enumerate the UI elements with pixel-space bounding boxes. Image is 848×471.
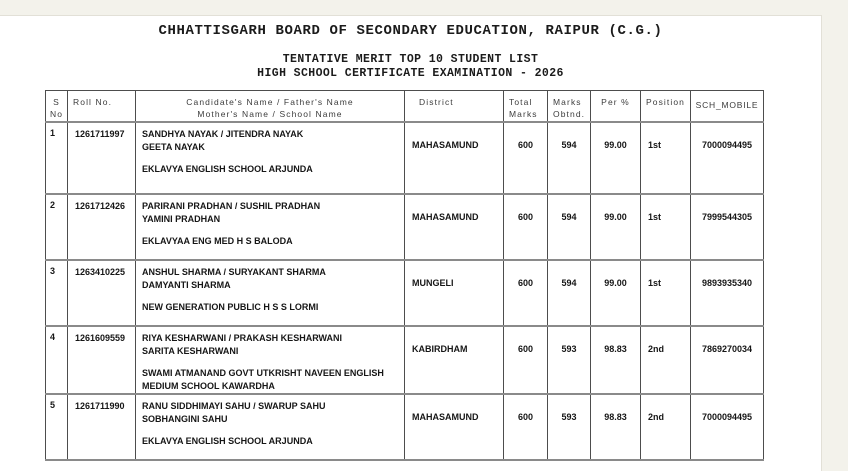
candidate-father-name: RIYA KESHARWANI / PRAKASH KESHARWANI — [142, 333, 343, 343]
school-name: EKLAVYAA ENG MED H S BALODA — [142, 236, 293, 246]
cell-candidate-details — [136, 122, 405, 194]
report-subtitle-line2: HIGH SCHOOL CERTIFICATE EXAMINATION - 2026 — [257, 67, 564, 80]
cell-roll-no: 1261712426 — [68, 194, 136, 260]
cell-total-marks: 600 — [504, 394, 548, 460]
column-header-total-line1: Total — [509, 97, 533, 107]
school-name: SWAMI ATMANAND GOVT UTKRISHT NAVEEN ENGLISH MEDIUM SCHOOL KAWARDHA — [142, 368, 384, 391]
column-header-name-line1: Candidate's Name / Father's Name — [186, 97, 354, 107]
column-header-total-marks — [504, 91, 548, 123]
school-name: NEW GENERATION PUBLIC H S S LORMI — [142, 302, 319, 312]
cell-candidate-details — [136, 394, 405, 460]
cell-position: 2nd — [641, 326, 691, 394]
cell-district: MAHASAMUND — [405, 194, 504, 260]
cell-sch-mobile: 7869270034 — [691, 326, 764, 394]
candidate-father-name: SANDHYA NAYAK / JITENDRA NAYAK — [142, 129, 304, 139]
school-name: EKLAVYA ENGLISH SCHOOL ARJUNDA — [142, 164, 313, 174]
cell-total-marks: 600 — [504, 326, 548, 394]
table-row — [46, 394, 764, 460]
cell-district: KABIRDHAM — [405, 326, 504, 394]
column-header-roll: Roll No. — [68, 91, 136, 123]
mother-name: SARITA KESHARWANI — [142, 346, 239, 356]
column-header-sno: S No — [46, 91, 68, 123]
column-header-total-line2: Marks — [509, 109, 538, 119]
cell-sno: 1 — [46, 122, 68, 194]
column-header-obtnd-line2: Obtnd. — [553, 109, 586, 119]
mother-name: YAMINI PRADHAN — [142, 214, 221, 224]
column-header-marks-obtained — [548, 91, 591, 123]
candidate-father-name: ANSHUL SHARMA / SURYAKANT SHARMA — [142, 267, 326, 277]
table-row — [46, 194, 764, 260]
column-header-position: Position — [641, 91, 691, 123]
cell-district: MUNGELI — [405, 260, 504, 326]
report-page — [0, 15, 822, 471]
cell-total-marks: 600 — [504, 260, 548, 326]
cell-candidate-details — [136, 260, 405, 326]
cell-candidate-details — [136, 326, 405, 394]
cell-percent: 99.00 — [591, 122, 641, 194]
school-name: EKLAVYA ENGLISH SCHOOL ARJUNDA — [142, 436, 313, 446]
cell-sch-mobile: 9893935340 — [691, 260, 764, 326]
cell-position: 2nd — [641, 394, 691, 460]
cell-roll-no: 1263410225 — [68, 260, 136, 326]
report-subtitle-line1: TENTATIVE MERIT TOP 10 STUDENT LIST — [282, 53, 539, 66]
column-header-obtnd-line1: Marks — [553, 97, 582, 107]
cell-position: 1st — [641, 194, 691, 260]
cell-percent: 99.00 — [591, 260, 641, 326]
cell-sno: 5 — [46, 394, 68, 460]
column-header-district: District — [405, 91, 504, 123]
cell-district: MAHASAMUND — [405, 394, 504, 460]
cell-roll-no: 1261711997 — [68, 122, 136, 194]
board-title: CHHATTISGARH BOARD OF SECONDARY EDUCATION, RAIPUR (C.G.) — [158, 23, 663, 39]
cell-sno: 4 — [46, 326, 68, 394]
cell-sch-mobile: 7999544305 — [691, 194, 764, 260]
cell-candidate-details — [136, 194, 405, 260]
cell-percent: 98.83 — [591, 326, 641, 394]
cell-position: 1st — [641, 260, 691, 326]
merit-list-table — [45, 90, 764, 461]
cell-position: 1st — [641, 122, 691, 194]
table-header-row — [46, 91, 764, 123]
cell-roll-no: 1261609559 — [68, 326, 136, 394]
cell-percent: 98.83 — [591, 394, 641, 460]
cell-sch-mobile: 7000094495 — [691, 122, 764, 194]
mother-name: GEETA NAYAK — [142, 142, 205, 152]
column-header-name — [136, 91, 405, 123]
cell-marks-obtained: 594 — [548, 194, 591, 260]
cell-marks-obtained: 594 — [548, 260, 591, 326]
cell-sno: 2 — [46, 194, 68, 260]
column-header-name-line2: Mother's Name / School Name — [197, 109, 343, 119]
column-header-percent: Per % — [591, 91, 641, 123]
mother-name: SOBHANGINI SAHU — [142, 414, 228, 424]
cell-percent: 99.00 — [591, 194, 641, 260]
column-header-sch-mobile: SCH_MOBILE — [691, 91, 764, 123]
cell-total-marks: 600 — [504, 122, 548, 194]
cell-marks-obtained: 593 — [548, 326, 591, 394]
cell-marks-obtained: 593 — [548, 394, 591, 460]
table-row — [46, 326, 764, 394]
cell-sno: 3 — [46, 260, 68, 326]
table-row — [46, 122, 764, 194]
mother-name: DAMYANTI SHARMA — [142, 280, 231, 290]
cell-marks-obtained: 594 — [548, 122, 591, 194]
candidate-father-name: RANU SIDDHIMAYI SAHU / SWARUP SAHU — [142, 401, 326, 411]
cell-sch-mobile: 7000094495 — [691, 394, 764, 460]
cell-district: MAHASAMUND — [405, 122, 504, 194]
cell-total-marks: 600 — [504, 194, 548, 260]
table-row — [46, 260, 764, 326]
cell-roll-no: 1261711990 — [68, 394, 136, 460]
candidate-father-name: PARIRANI PRADHAN / SUSHIL PRADHAN — [142, 201, 321, 211]
